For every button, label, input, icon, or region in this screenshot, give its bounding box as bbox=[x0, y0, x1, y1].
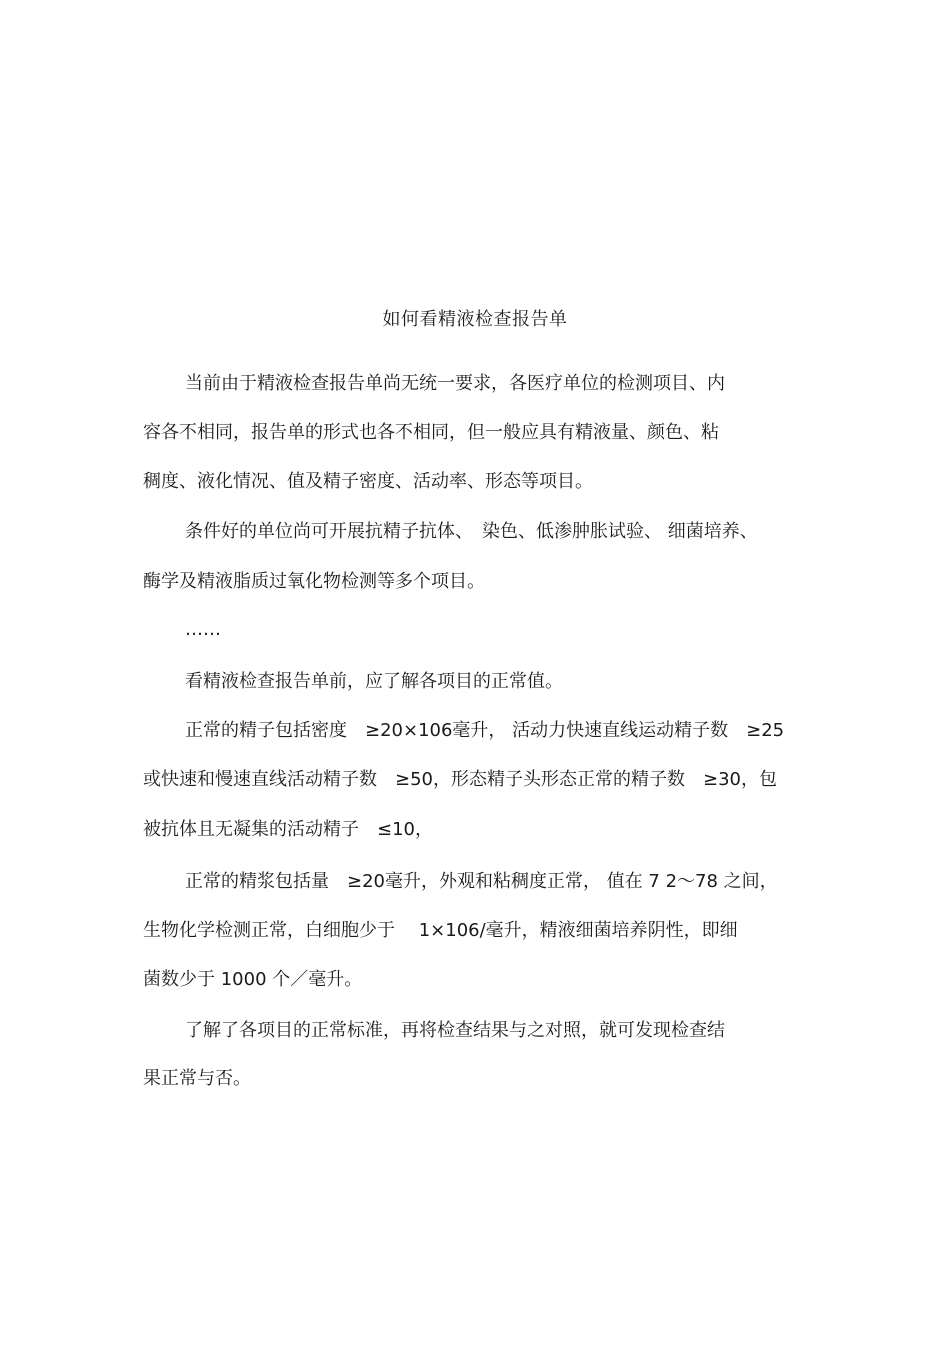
paragraph-line: 正常的精子包括密度 ≥20×106毫升， 活动力快速直线运动精子数 ≥25 bbox=[185, 720, 785, 741]
paragraph-line: 正常的精浆包括量 ≥20毫升，外观和粘稠度正常， 值在 7 2～78 之间， bbox=[185, 871, 778, 892]
paragraph-line: 条件好的单位尚可开展抗精子抗体、 染色、低渗肿胀试验、 细菌培养、 bbox=[185, 521, 758, 542]
paragraph-line: 稠度、液化情况、值及精子密度、活动率、形态等项目。 bbox=[143, 471, 593, 492]
paragraph-line: 当前由于精液检查报告单尚无统一要求，各医疗单位的检测项目、内 bbox=[185, 373, 725, 394]
paragraph-line: 看精液检查报告单前，应了解各项目的正常值。 bbox=[185, 671, 563, 692]
paragraph-line: 了解了各项目的正常标准，再将检查结果与之对照，就可发现检查结 bbox=[185, 1020, 725, 1041]
paragraph-line: 酶学及精液脂质过氧化物检测等多个项目。 bbox=[143, 571, 485, 592]
paragraph-line: 生物化学检测正常，白细胞少于 1×106/毫升，精液细菌培养阴性，即细 bbox=[143, 920, 738, 941]
ellipsis-line: …… bbox=[185, 619, 221, 640]
paragraph-line: 容各不相同，报告单的形式也各不相同，但一般应具有精液量、颜色、粘 bbox=[143, 422, 719, 443]
paragraph-line: 果正常与否。 bbox=[143, 1068, 251, 1089]
paragraph-line: 或快速和慢速直线活动精子数 ≥50，形态精子头形态正常的精子数 ≥30，包 bbox=[143, 769, 777, 790]
paragraph-line: 菌数少于 1000 个／毫升。 bbox=[143, 969, 363, 990]
document-title: 如何看精液检查报告单 bbox=[382, 309, 568, 330]
paragraph-line: 被抗体且无凝集的活动精子 ≤10， bbox=[143, 819, 433, 840]
